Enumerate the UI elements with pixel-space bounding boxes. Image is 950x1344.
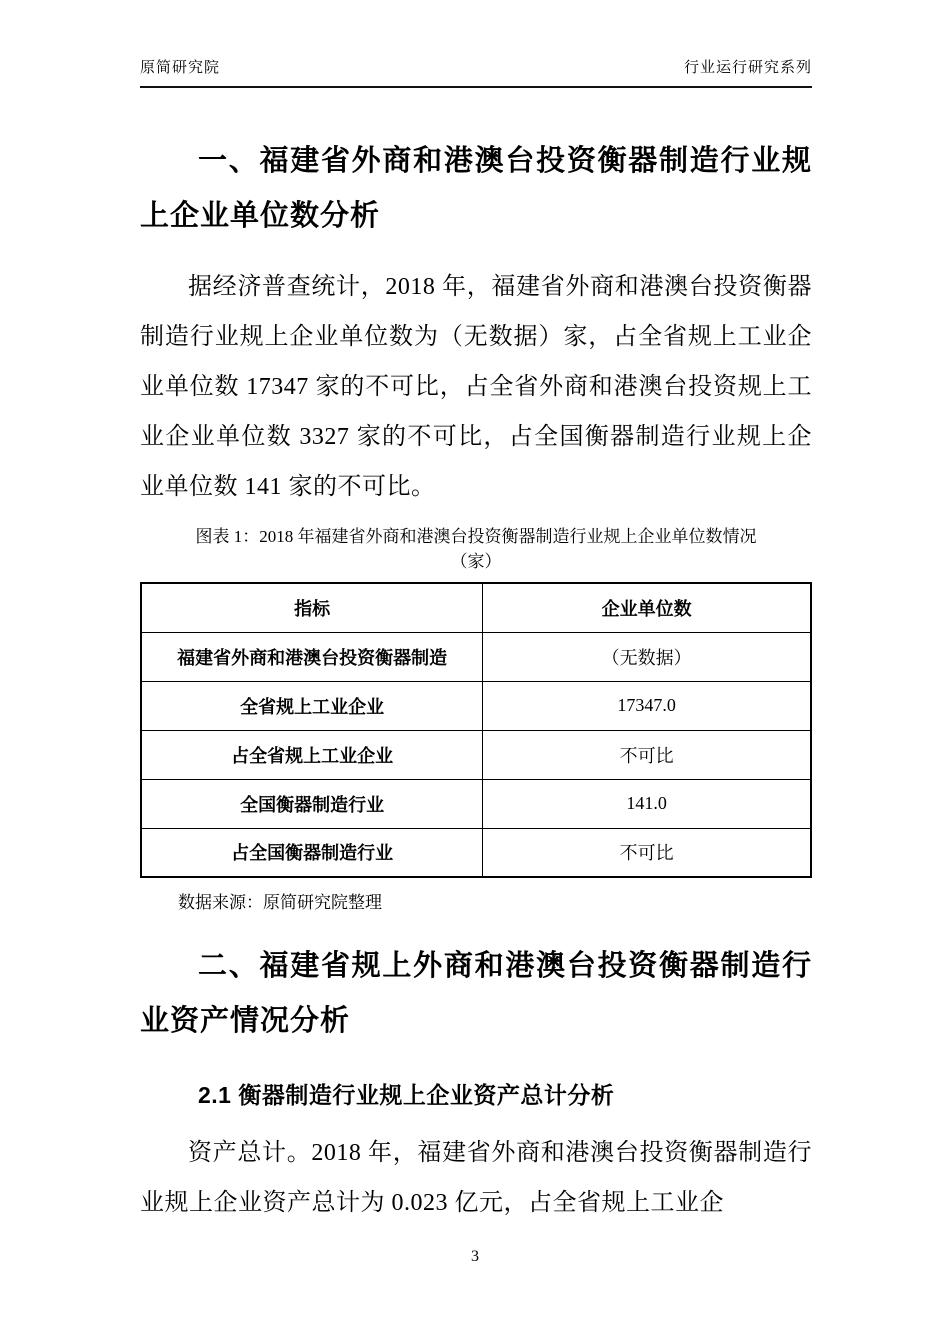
- row-value: 17347.0: [483, 681, 811, 730]
- row-label: 全国衡器制造行业: [141, 779, 483, 828]
- table-col-header-value: 企业单位数: [483, 583, 811, 632]
- section1-heading: 一、福建省外商和港澳台投资衡器制造行业规上企业单位数分析: [140, 145, 812, 232]
- header-right-text: 行业运行研究系列: [683, 60, 812, 76]
- row-label: 占全国衡器制造行业: [141, 828, 483, 877]
- row-value: （无数据）: [483, 632, 811, 681]
- figure1-caption-line2: （家）: [450, 552, 502, 571]
- data-source-note: 数据来源：原简研究院整理: [178, 893, 382, 912]
- table-row: [141, 681, 811, 730]
- section2-paragraph: 资产总计。2018 年，福建省外商和港澳台投资衡器制造行业规上企业资产总计为 0.023 亿元，占全省规上工业企: [140, 1140, 812, 1216]
- row-value: 不可比: [483, 730, 811, 779]
- table-header-row: [141, 583, 811, 632]
- table-row: [141, 730, 811, 779]
- row-label: 福建省外商和港澳台投资衡器制造: [141, 632, 483, 681]
- table-col-header-indicator: 指标: [141, 583, 483, 632]
- table-row: [141, 779, 811, 828]
- row-label: 占全省规上工业企业: [141, 730, 483, 779]
- table-row: [141, 632, 811, 681]
- header-left-text: 原简研究院: [140, 60, 221, 76]
- page-number: 3: [471, 1248, 479, 1265]
- section1-paragraph: 据经济普查统计，2018 年，福建省外商和港澳台投资衡器制造行业规上企业单位数为（无数据）家，占全省规上工业企业单位数 17347 家的不可比，占全省外商和港澳台投资规上工业企业单位数 3327 家的不可比，占全国衡器制造行业规上企业单位数 141 家的不可比。: [140, 274, 812, 500]
- page-header: [140, 56, 812, 88]
- figure1-caption: [140, 524, 812, 574]
- section2-subheading: 2.1 衡器制造行业规上企业资产总计分析: [198, 1082, 615, 1108]
- row-label: 全省规上工业企业: [141, 681, 483, 730]
- row-value: 不可比: [483, 828, 811, 877]
- figure1-table: [140, 582, 812, 878]
- row-value: 141.0: [483, 779, 811, 828]
- section2-heading: 二、福建省规上外商和港澳台投资衡器制造行业资产情况分析: [140, 950, 812, 1037]
- figure1-caption-line1: 图表 1：2018 年福建省外商和港澳台投资衡器制造行业规上企业单位数情况: [195, 527, 757, 546]
- table-row: [141, 828, 811, 877]
